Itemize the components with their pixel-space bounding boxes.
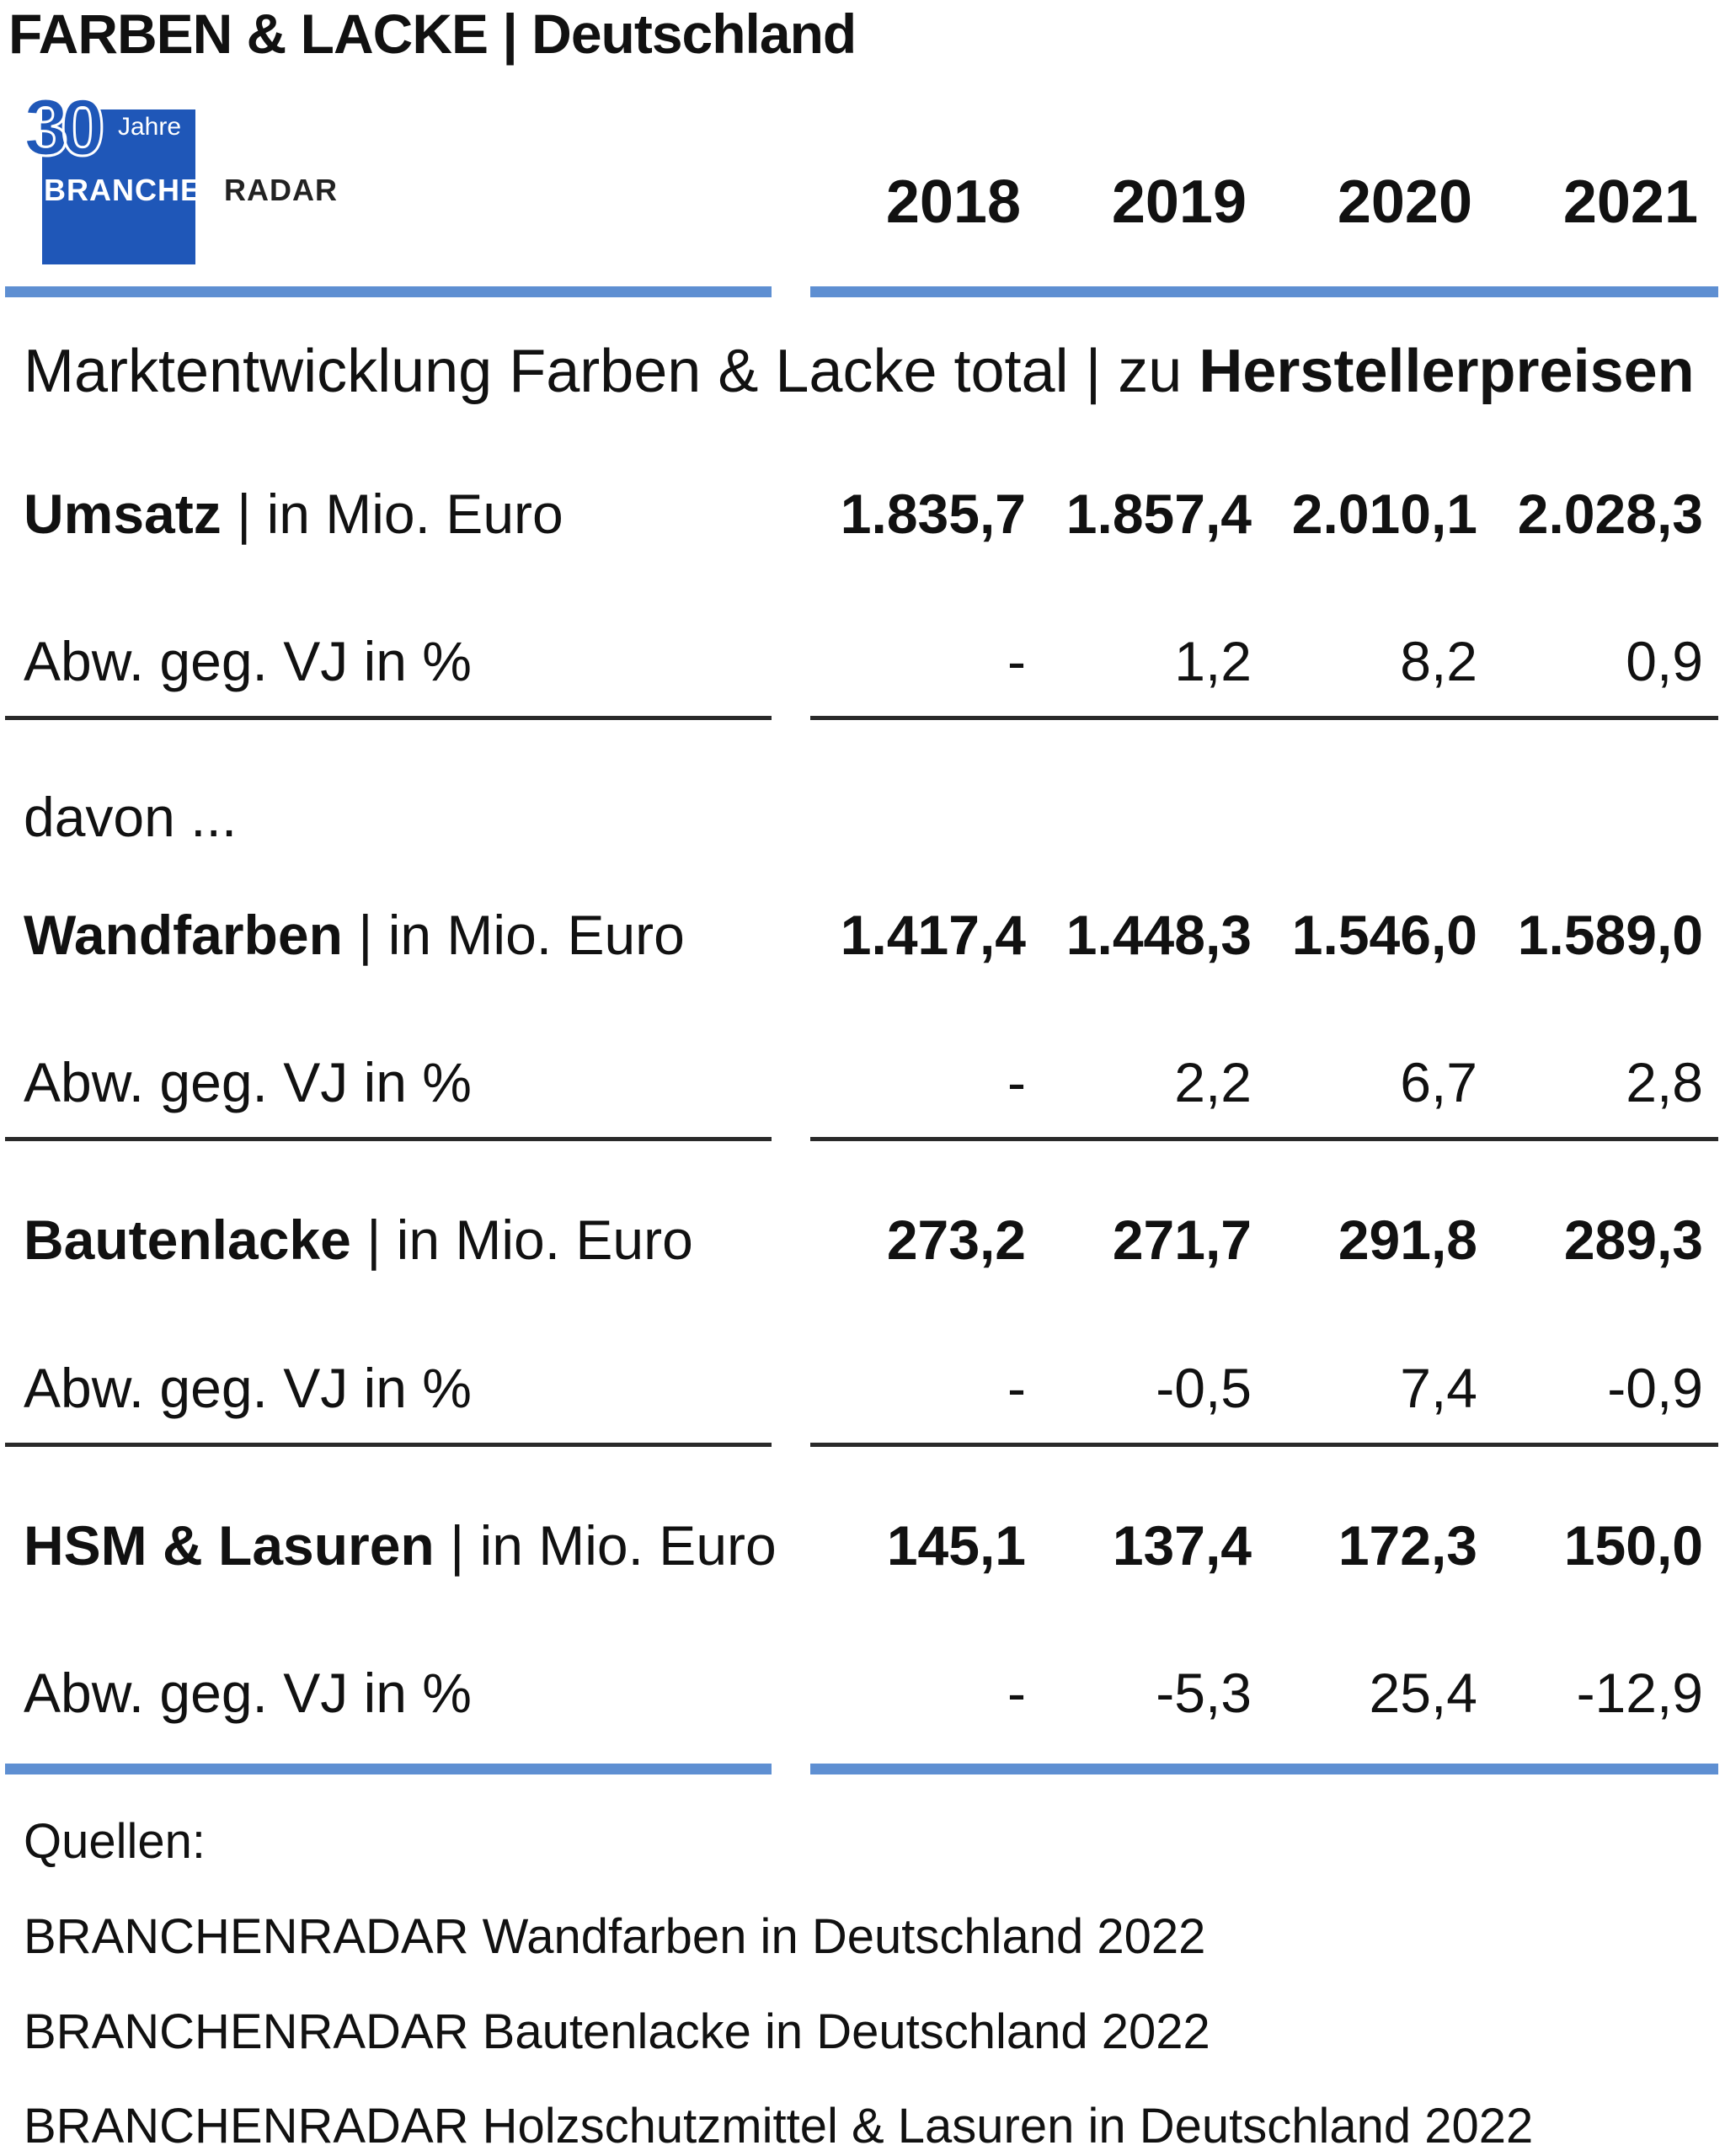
value-cell: 1.546,0 <box>1291 904 1477 966</box>
value-cell: 1.448,3 <box>1065 904 1252 966</box>
logo-brand-b: RADAR <box>224 173 338 207</box>
branchenradar-logo <box>24 83 338 264</box>
value-cell: 1.589,0 <box>1517 904 1703 966</box>
source-item: BRANCHENRADAR Holzschutzmittel & Lasuren in Deutschland 2022 <box>24 2099 1534 2153</box>
davon-label: davon ... <box>24 786 238 848</box>
change-cell: - <box>1007 1357 1026 1419</box>
row-label: Bautenlacke | in Mio. Euro <box>24 1209 693 1271</box>
year-header: 2020 <box>1337 168 1472 236</box>
page-title: FARBEN & LACKE | Deutschland <box>8 3 857 65</box>
change-cell: -12,9 <box>1576 1662 1703 1724</box>
row-label: HSM & Lasuren | in Mio. Euro <box>24 1514 777 1577</box>
change-cell: - <box>1007 630 1026 692</box>
value-cell: 1.857,4 <box>1065 483 1252 545</box>
value-cell: 291,8 <box>1338 1209 1477 1271</box>
change-cell: 0,9 <box>1626 630 1703 692</box>
change-cell: 2,8 <box>1626 1051 1703 1113</box>
change-label: Abw. geg. VJ in % <box>24 630 472 692</box>
value-cell: 172,3 <box>1338 1514 1477 1577</box>
change-label: Abw. geg. VJ in % <box>24 1051 472 1113</box>
change-cell: 6,7 <box>1400 1051 1477 1113</box>
change-cell: 7,4 <box>1400 1357 1477 1419</box>
sources-label: Quellen: <box>24 1814 206 1869</box>
value-cell: 145,1 <box>886 1514 1026 1577</box>
value-cell: 2.010,1 <box>1291 483 1477 545</box>
section-title <box>24 335 1695 408</box>
source-item: BRANCHENRADAR Bautenlacke in Deutschland 2022 <box>24 2004 1210 2059</box>
value-cell: 2.028,3 <box>1517 483 1703 545</box>
logo-brand <box>44 173 338 207</box>
logo-jahre: Jahre <box>118 113 182 141</box>
change-cell: - <box>1007 1051 1026 1113</box>
value-cell: 289,3 <box>1563 1209 1703 1271</box>
section-title-prefix: Marktentwicklung Farben & Lacke total | zu <box>24 338 1199 405</box>
change-label: Abw. geg. VJ in % <box>24 1662 472 1724</box>
year-header: 2019 <box>1111 168 1247 236</box>
value-cell: 273,2 <box>886 1209 1026 1271</box>
year-header: 2018 <box>885 168 1021 236</box>
change-cell: -0,9 <box>1607 1357 1703 1419</box>
row-label: Wandfarben | in Mio. Euro <box>24 904 685 966</box>
year-header: 2021 <box>1562 168 1698 236</box>
section-title-emphasis: Herstellerpreisen <box>1199 338 1695 405</box>
source-item: BRANCHENRADAR Wandfarben in Deutschland 2022 <box>24 1909 1206 1964</box>
logo-number: 30 <box>24 83 97 173</box>
value-cell: 137,4 <box>1112 1514 1252 1577</box>
change-cell: 2,2 <box>1174 1051 1252 1113</box>
logo-brand-a: BRANCHEN <box>44 173 224 207</box>
value-cell: 1.417,4 <box>840 904 1026 966</box>
change-cell: 25,4 <box>1369 1662 1477 1724</box>
value-cell: 271,7 <box>1112 1209 1252 1271</box>
value-cell: 150,0 <box>1563 1514 1703 1577</box>
change-cell: 1,2 <box>1174 630 1252 692</box>
change-cell: 8,2 <box>1400 630 1477 692</box>
row-label: Umsatz | in Mio. Euro <box>24 483 563 545</box>
change-cell: - <box>1007 1662 1026 1724</box>
change-label: Abw. geg. VJ in % <box>24 1357 472 1419</box>
change-cell: -0,5 <box>1156 1357 1252 1419</box>
value-cell: 1.835,7 <box>840 483 1026 545</box>
change-cell: -5,3 <box>1156 1662 1252 1724</box>
